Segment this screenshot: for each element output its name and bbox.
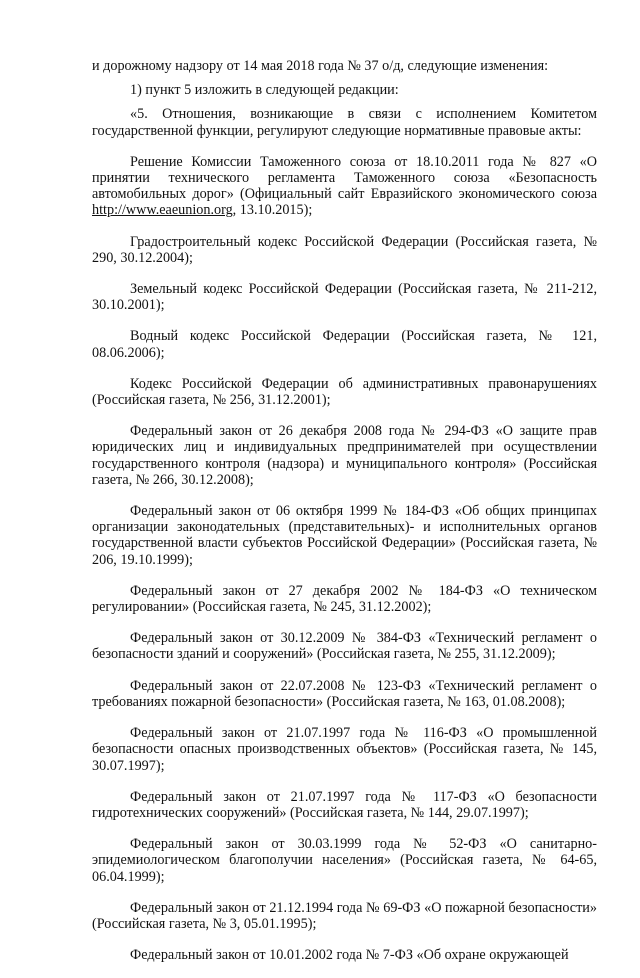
act-paragraph: Федеральный закон от 27 декабря 2002 № 184-ФЗ «О техническом регулировании» (Российская газета, № 245, 31.12.2002); bbox=[92, 582, 597, 616]
lead-line: и дорожному надзору от 14 мая 2018 года № 37 о/д, следующие изменения: bbox=[92, 58, 549, 74]
act-paragraph: Федеральный закон от 10.01.2002 года № 7-ФЗ «Об охране окружающей bbox=[130, 947, 569, 964]
act-paragraph: Федеральный закон от 06 октября 1999 № 184-ФЗ «Об общих принципах организации законодательных (представительных)- и исполнительных органов государственной власти субъектов Российской Федерации» (Российская газета, № 206, 19.10.1999); bbox=[92, 503, 597, 568]
eaeunion-link[interactable]: http://www.eaeunion.org bbox=[92, 202, 233, 219]
item-1: 1) пункт 5 изложить в следующей редакции: bbox=[130, 82, 399, 99]
act-paragraph: Водный кодекс Российской Федерации (Российская газета, № 121, 08.06.2006); bbox=[92, 328, 597, 361]
act-paragraph: Федеральный закон от 22.07.2008 № 123-ФЗ «Технический регламент о требованиях пожарной безопасности» (Российская газета, № 163, 01.08.2008); bbox=[92, 677, 597, 710]
act-text: , 13.10.2015); bbox=[232, 202, 313, 219]
act-paragraph: Федеральный закон от 21.07.1997 года № 117-ФЗ «О безопасности гидротехнических сооружений» (Российская газета, № 144, 29.07.1997); bbox=[92, 788, 597, 821]
document-page bbox=[92, 58, 597, 978]
act-text: Решение Комиссии Таможенного союза от 18.10.2011 года № 827 «О принятии технического регламента Таможенного союза «Безопасность автомобильных дорог» (Официальный сайт Евразийского экономического союза bbox=[92, 153, 597, 203]
act-paragraph: Федеральный закон от 30.12.2009 № 384-ФЗ «Технический регламент о безопасности зданий и сооружений» (Российская газета, № 255, 31.12.2009); bbox=[92, 630, 597, 663]
act-paragraph: Федеральный закон от 21.12.1994 года № 69-ФЗ «О пожарной безопасности» (Российская газета, № 3, 05.01.1995); bbox=[92, 899, 597, 932]
act-paragraph: Кодекс Российской Федерации об административных правонарушениях (Российская газета, № 256, 31.12.2001); bbox=[92, 375, 597, 409]
act-paragraph: Федеральный закон от 21.07.1997 года № 116-ФЗ «О промышленной безопасности опасных производственных объектов» (Российская газета, № 145, 30.07.1997); bbox=[92, 725, 597, 774]
act-paragraph: Градостроительный кодекс Российской Федерации (Российская газета, № 290, 30.12.2004); bbox=[92, 233, 597, 266]
act-paragraph: Федеральный закон от 30.03.1999 года № 52-ФЗ «О санитарно-эпидемиологическом благополучии населения» (Российская газета, № 64-65, 06.04.1999); bbox=[92, 836, 597, 885]
intro-paragraph: «5. Отношения, возникающие в связи с исполнением Комитетом государственной функции, регулируют следующие нормативные правовые акты: bbox=[92, 106, 597, 139]
act-paragraph bbox=[92, 154, 597, 219]
act-paragraph: Федеральный закон от 26 декабря 2008 года № 294-ФЗ «О защите прав юридических лиц и индивидуальных предпринимателей при осуществлении государственного контроля (надзора) и муниципального контроля» (Российская газета, № 266, 30.12.2008); bbox=[92, 423, 597, 488]
act-paragraph: Земельный кодекс Российской Федерации (Российская газета, № 211-212, 30.10.2001); bbox=[92, 281, 597, 314]
